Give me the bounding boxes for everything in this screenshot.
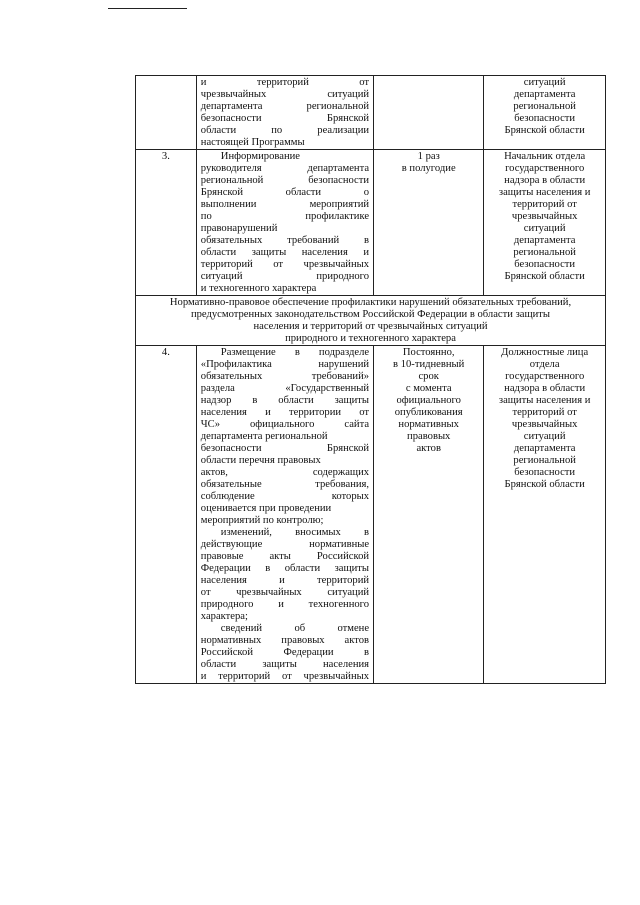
term-cell-line: 1 раз <box>417 151 440 162</box>
responsible-cell-line: департамента <box>513 443 576 454</box>
responsible-cell-line: ситуаций <box>523 77 566 88</box>
activity-cell-line: области по реализации <box>200 125 370 136</box>
activity-cell-line: и техногенного характера <box>200 283 317 294</box>
activity-cell-line: Информирование <box>220 151 300 162</box>
responsible-cell-line: безопасности <box>514 113 576 124</box>
activity-cell-line: действующие нормативные <box>200 539 370 550</box>
responsible-cell-line: Должностные лица <box>501 347 589 358</box>
term-cell-line: в полугодие <box>401 163 456 174</box>
responsible-cell-line: отдела <box>529 359 560 370</box>
activity-cell-line: обязательных требований в <box>200 235 370 246</box>
activity-cell-line: населения и территории от <box>200 407 370 418</box>
activity-cell-line: природного и техногенного <box>200 599 370 610</box>
term-cell-line: нормативных <box>398 419 459 430</box>
section-heading <box>136 296 606 346</box>
table-row <box>136 346 606 684</box>
activity-cell-line: департамента региональной <box>200 431 328 442</box>
term-cell-line: актов <box>416 443 441 454</box>
activity-cell-line: «Профилактика нарушений <box>200 359 370 370</box>
activity-cell-line: соблюдение которых <box>200 491 370 502</box>
responsible-cell-line: региональной <box>513 455 576 466</box>
section-row <box>136 296 606 346</box>
activity-cell-line: характера; <box>200 611 248 622</box>
activity-cell <box>196 346 373 684</box>
row-number: 3. <box>136 150 197 296</box>
responsible-cell-line: надзора в области <box>504 383 586 394</box>
activity-cell-line: и территорий от чрезвычайных <box>200 671 370 682</box>
responsible-cell-line: ситуаций <box>523 431 566 442</box>
section-heading-line: населения и территорий от чрезвычайных ситуаций <box>253 321 488 332</box>
responsible-cell <box>484 150 606 296</box>
activity-cell-line: правовые акты Российской <box>200 551 370 562</box>
activity-cell-line: и территорий от <box>200 77 370 88</box>
activity-cell-line: департамента региональной <box>200 101 370 112</box>
activity-cell-line: по профилактике <box>200 211 370 222</box>
section-heading-line: предусмотренных законодательством Российской Федерации в области защиты <box>190 309 551 320</box>
activity-cell-line: оценивается при проведении <box>200 503 332 514</box>
responsible-cell-line: Брянской области <box>504 125 585 136</box>
term-cell <box>374 346 484 684</box>
responsible-cell-line: Брянской области <box>504 271 585 282</box>
responsible-cell-line: государственного <box>505 163 585 174</box>
activity-cell-line: Российской Федерации в <box>200 647 370 658</box>
responsible-cell-line: Начальник отдела <box>504 151 586 162</box>
activity-cell-line: области перечня правовых <box>200 455 321 466</box>
activity-cell-line: сведений об отмене <box>220 623 370 634</box>
activity-cell-line: Брянской области о <box>200 187 370 198</box>
activity-cell-line: ситуаций природного <box>200 271 370 282</box>
activity-cell-line: мероприятий по контролю; <box>200 515 324 526</box>
table-row <box>136 150 606 296</box>
header-rule <box>108 8 187 9</box>
activity-cell-line: Размещение в подразделе <box>220 347 370 358</box>
responsible-cell-line: защиты населения и <box>498 187 591 198</box>
activity-cell-line: актов, содержащих <box>200 467 370 478</box>
responsible-cell-line: чрезвычайных <box>511 211 578 222</box>
activity-cell <box>196 150 373 296</box>
responsible-cell-line: департамента <box>513 235 576 246</box>
term-cell <box>374 76 484 150</box>
activity-cell-line: изменений, вносимых в <box>220 527 370 538</box>
responsible-cell-line: ситуаций <box>523 223 566 234</box>
responsible-cell-line: государственного <box>505 371 585 382</box>
activity-cell-line: области защиты населения и <box>200 247 370 258</box>
term-cell-line: срок <box>418 371 439 382</box>
section-heading-line: Нормативно-правовое обеспечение профилактики нарушений обязательных требований, <box>169 297 572 308</box>
responsible-cell-line: территорий от <box>512 407 577 418</box>
activity-cell <box>196 76 373 150</box>
activity-cell-line: ЧС» официального сайта <box>200 419 370 430</box>
activity-cell-line: территорий от чрезвычайных <box>200 259 370 270</box>
activity-cell-line: обязательных требований» <box>200 371 370 382</box>
activity-cell-line: настоящей Программы <box>200 137 305 148</box>
activity-cell-line: нормативных правовых актов <box>200 635 370 646</box>
responsible-cell-line: чрезвычайных <box>511 419 578 430</box>
section-heading-line: природного и техногенного характера <box>285 333 456 344</box>
term-cell-line: Постоянно, <box>402 347 455 358</box>
activity-cell-line: безопасности Брянской <box>200 443 370 454</box>
activity-cell-line: области защиты населения <box>200 659 370 670</box>
row-number <box>136 76 197 150</box>
term-cell <box>374 150 484 296</box>
activity-cell-line: чрезвычайных ситуаций <box>200 89 370 100</box>
activity-cell-line: надзор в области защиты <box>200 395 370 406</box>
activity-cell-line: региональной безопасности <box>200 175 370 186</box>
activity-cell-line: обязательные требования, <box>200 479 370 490</box>
activity-cell-line: от чрезвычайных ситуаций <box>200 587 370 598</box>
responsible-cell-line: региональной <box>513 101 576 112</box>
term-cell-line: в 10-тидневный <box>393 359 465 370</box>
plan-table <box>135 75 606 684</box>
table-row <box>136 76 606 150</box>
responsible-cell <box>484 76 606 150</box>
term-cell-line: официального <box>396 395 461 406</box>
responsible-cell-line: защиты населения и <box>498 395 591 406</box>
responsible-cell-line: департамента <box>513 89 576 100</box>
responsible-cell-line: региональной <box>513 247 576 258</box>
term-cell-line: опубликования <box>394 407 463 418</box>
responsible-cell-line: надзора в области <box>504 175 586 186</box>
responsible-cell <box>484 346 606 684</box>
responsible-cell-line: безопасности <box>514 467 576 478</box>
activity-cell-line: правонарушений <box>200 223 278 234</box>
activity-cell-line: раздела «Государственный <box>200 383 370 394</box>
term-cell-line: правовых <box>407 431 451 442</box>
activity-cell-line: Федерации в области защиты <box>200 563 370 574</box>
activity-cell-line: руководителя департамента <box>200 163 370 174</box>
activity-cell-line: населения и территорий <box>200 575 370 586</box>
term-cell-line: с момента <box>405 383 452 394</box>
responsible-cell-line: территорий от <box>512 199 577 210</box>
responsible-cell-line: Брянской области <box>504 479 585 490</box>
activity-cell-line: выполнении мероприятий <box>200 199 370 210</box>
row-number: 4. <box>136 346 197 684</box>
activity-cell-line: безопасности Брянской <box>200 113 370 124</box>
responsible-cell-line: безопасности <box>514 259 576 270</box>
